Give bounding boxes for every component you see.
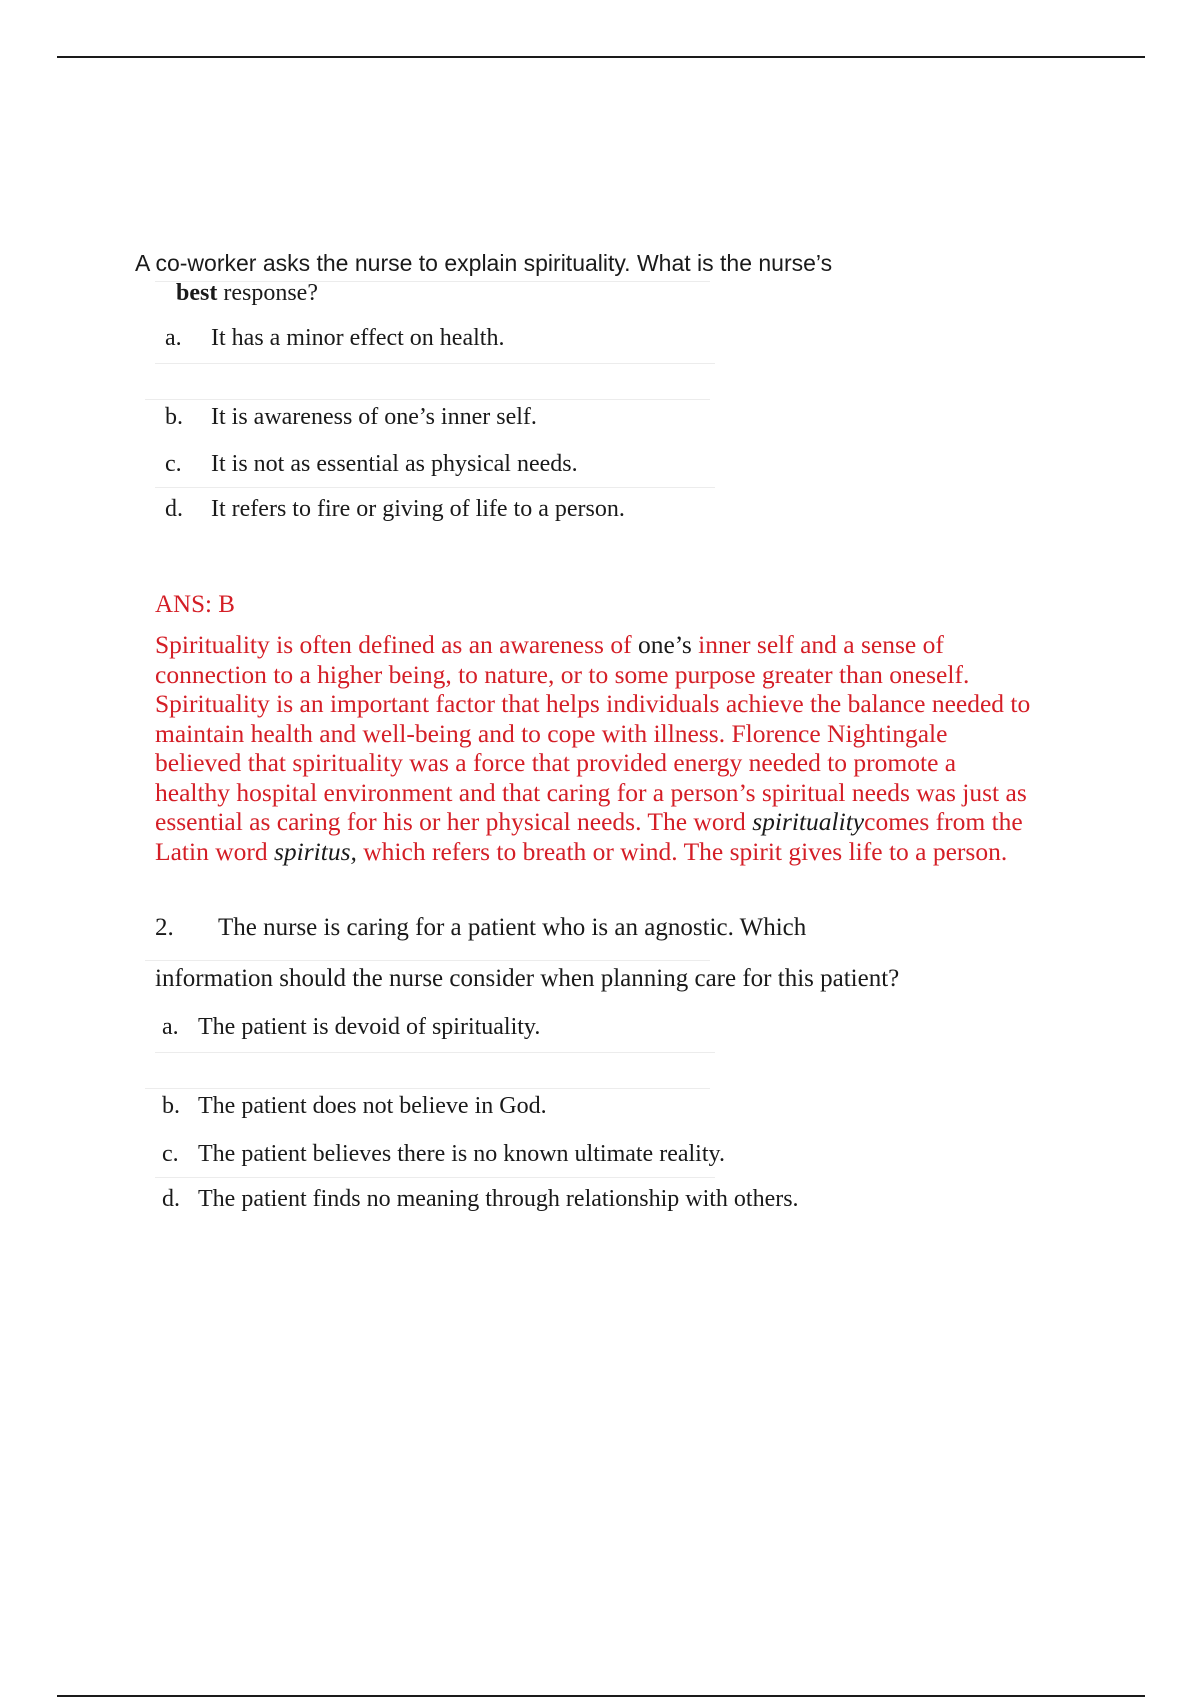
rationale-text: Spirituality is often defined as an awareness of: [155, 630, 638, 659]
option-letter: c.: [162, 1141, 179, 1167]
field-line: [145, 1088, 710, 1089]
option-letter: d.: [165, 496, 183, 522]
field-line: [155, 1177, 715, 1178]
option-letter: a.: [162, 1014, 179, 1040]
question-2-option-b: [162, 1091, 547, 1121]
option-text: It refers to fire or giving of life to a person.: [211, 496, 625, 522]
option-text: The patient does not believe in God.: [198, 1093, 547, 1119]
question-1-stem-line-2: [176, 278, 318, 308]
option-letter: b.: [165, 404, 183, 430]
question-2-stem-line-2: information should the nurse consider when planning care for this patient?: [155, 965, 900, 992]
rationale-term: spirituality: [752, 807, 865, 836]
option-letter: c.: [165, 451, 182, 477]
option-text: The patient believes there is no known ultimate reality.: [198, 1141, 725, 1167]
question-2-option-c: [162, 1139, 725, 1169]
question-2-stem-line-1: [155, 913, 806, 943]
field-line: [145, 960, 710, 961]
question-2-option-a: [162, 1012, 540, 1042]
question-number: 2.: [155, 914, 174, 941]
rationale-text: inner self and a sense of connection to a higher being, to nature, or to some purpose greater than oneself. Spirituality is an important factor that helps individuals achieve the balance needed to maintain health and well-being and to cope with illness. Florence Nightingale believed that spirituality was a force that provided energy needed to promote a healthy hospital environment and that caring for a person’s spiritual needs was just as essential as caring for his or her physical needs. The word: [155, 630, 1031, 836]
emphasis-best: best: [176, 280, 218, 306]
question-1-stem-line-1: A co-worker asks the nurse to explain spirituality. What is the nurse’s: [135, 250, 833, 276]
field-line: [155, 487, 715, 488]
option-text: The patient is devoid of spirituality.: [198, 1014, 541, 1040]
option-letter: d.: [162, 1186, 180, 1212]
rationale-text: which refers to breath or wind. The spirit gives life to a person.: [356, 836, 1008, 866]
option-text: The patient finds no meaning through relationship with others.: [198, 1186, 799, 1212]
answer-rationale: [155, 630, 1035, 866]
question-2-stem-text: The nurse is caring for a patient who is an agnostic. Which: [218, 914, 807, 941]
rationale-term: spiritus,: [273, 836, 357, 866]
field-line: [155, 363, 715, 364]
header-rule: [57, 56, 1145, 58]
option-text: It is not as essential as physical needs.: [211, 451, 578, 477]
option-letter: a.: [165, 325, 182, 351]
answer-label: ANS: B: [155, 591, 235, 618]
rationale-text: one’s: [637, 630, 692, 659]
field-line: [155, 1052, 715, 1053]
option-letter: b.: [162, 1093, 180, 1119]
option-text: It is awareness of one’s inner self.: [211, 404, 537, 430]
question-2-option-d: [162, 1184, 799, 1214]
question-1-stem-rest: response?: [217, 280, 318, 306]
field-line: [145, 399, 710, 400]
question-1-option-a: [165, 323, 504, 353]
option-text: It has a minor effect on health.: [211, 325, 505, 351]
field-line: [155, 281, 710, 282]
question-1-option-b: [165, 402, 537, 432]
footer-rule: [57, 1695, 1145, 1697]
rationale-text: comes from the Latin word: [155, 807, 1023, 866]
question-1-option-d: [165, 494, 625, 524]
question-1-option-c: [165, 449, 578, 479]
